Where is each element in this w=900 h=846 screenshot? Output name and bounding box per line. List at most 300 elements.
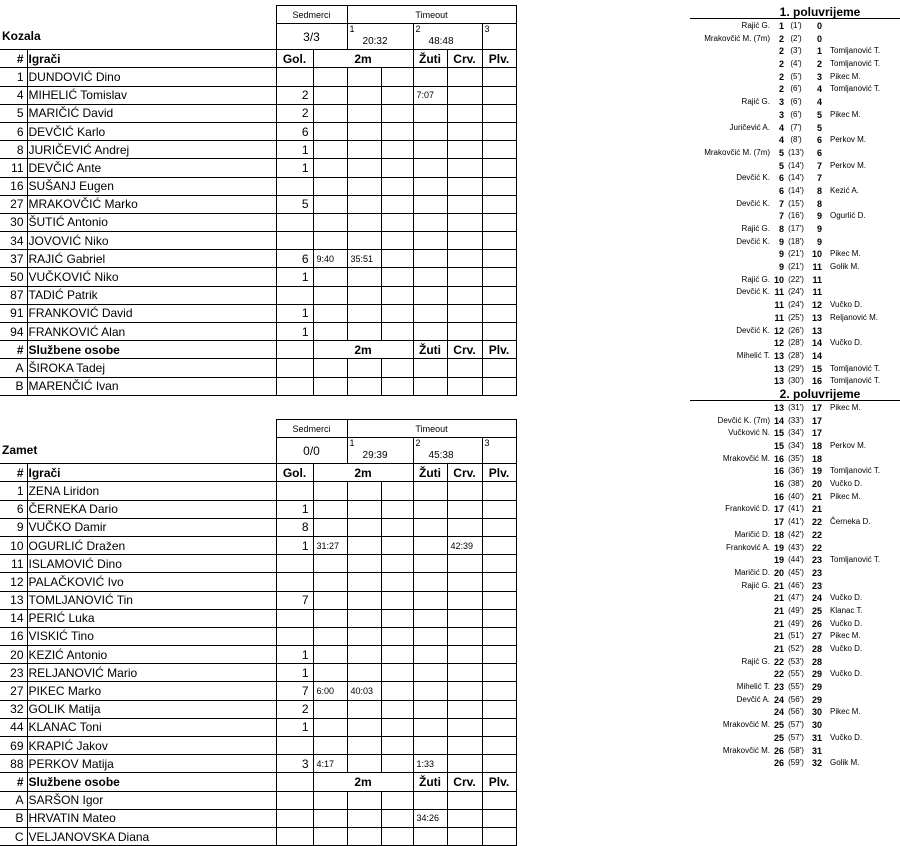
left-scorer: Mrakovčić M. bbox=[722, 720, 770, 730]
left-scorer: Devčić K. bbox=[736, 198, 770, 208]
player-2m-2 bbox=[347, 304, 381, 322]
left-score: 25 bbox=[773, 720, 784, 731]
event-row bbox=[690, 694, 900, 707]
player-2m-3 bbox=[381, 500, 413, 518]
player-2m-2 bbox=[347, 177, 381, 195]
player-yellow: 7:07 bbox=[413, 86, 447, 104]
right-score: 11 bbox=[812, 262, 822, 273]
player-2m-3 bbox=[381, 555, 413, 573]
event-row bbox=[690, 45, 900, 58]
right-score: 15 bbox=[811, 363, 822, 374]
player-row bbox=[0, 536, 516, 554]
player-red bbox=[447, 232, 482, 250]
player-goals: 1 bbox=[276, 268, 313, 286]
player-2m-2 bbox=[347, 737, 381, 755]
official-blank bbox=[276, 809, 313, 827]
right-scorer: Vučko D. bbox=[830, 669, 863, 679]
event-minute: (49') bbox=[788, 605, 804, 615]
right-score: 23 bbox=[811, 567, 822, 578]
player-2m-1: 31:27 bbox=[313, 536, 347, 554]
team-name: Kozala bbox=[2, 29, 41, 44]
player-row bbox=[0, 195, 516, 213]
player-blue bbox=[482, 68, 516, 86]
right-scorer: Tomljanović T. bbox=[830, 555, 881, 565]
official-yellow bbox=[413, 359, 447, 377]
half-1 bbox=[690, 6, 900, 388]
player-blue bbox=[482, 664, 516, 682]
official-row bbox=[0, 809, 516, 827]
event-minute: (35') bbox=[788, 453, 804, 463]
player-2m-2: 40:03 bbox=[347, 682, 381, 700]
left-score: 11 bbox=[774, 287, 784, 298]
player-blue bbox=[482, 718, 516, 736]
left-score: 4 bbox=[778, 122, 784, 133]
event-minute: (36') bbox=[788, 466, 804, 476]
player-row bbox=[0, 609, 516, 627]
left-score: 12 bbox=[773, 338, 784, 349]
official-name: MARENČIĆ Ivan bbox=[27, 377, 276, 395]
player-yellow bbox=[413, 737, 447, 755]
event-minute: (28') bbox=[788, 338, 804, 348]
player-red bbox=[447, 323, 482, 341]
player-2m-1 bbox=[313, 609, 347, 627]
player-goals bbox=[276, 213, 313, 231]
right-scorer: Ogurlić D. bbox=[830, 211, 866, 221]
player-row bbox=[0, 627, 516, 645]
right-score: 22 bbox=[811, 529, 822, 540]
right-score: 5 bbox=[816, 122, 822, 133]
players-header: # Igrači Gol. 2m Žuti Crv. Plv. bbox=[0, 464, 516, 482]
timeout-3: 3 bbox=[482, 24, 516, 50]
left-score: 13 bbox=[773, 363, 784, 374]
left-score: 2 bbox=[778, 71, 784, 82]
right-scorer: Pikec M. bbox=[830, 402, 861, 412]
player-2m-2 bbox=[347, 286, 381, 304]
player-2m-2 bbox=[347, 323, 381, 341]
official-red bbox=[447, 359, 482, 377]
left-score: 11 bbox=[774, 312, 784, 323]
player-red bbox=[447, 627, 482, 645]
event-row bbox=[690, 20, 900, 33]
player-red bbox=[447, 591, 482, 609]
player-row bbox=[0, 232, 516, 250]
left-score: 16 bbox=[773, 479, 784, 490]
official-blank bbox=[276, 359, 313, 377]
left-score: 22 bbox=[773, 669, 784, 680]
right-scorer: Pikec M. bbox=[830, 249, 861, 259]
event-row bbox=[690, 402, 900, 415]
player-2m-2: 35:51 bbox=[347, 250, 381, 268]
event-row bbox=[690, 33, 900, 46]
player-2m-3 bbox=[381, 737, 413, 755]
player-2m-2 bbox=[347, 232, 381, 250]
player-yellow bbox=[413, 122, 447, 140]
official-2m-3 bbox=[381, 809, 413, 827]
player-2m-3 bbox=[381, 518, 413, 536]
left-score: 13 bbox=[773, 350, 784, 361]
player-goals bbox=[276, 555, 313, 573]
player-name: PALAČKOVIĆ Ivo bbox=[27, 573, 276, 591]
player-number: 6 bbox=[0, 122, 27, 140]
left-score: 5 bbox=[778, 147, 784, 158]
sedmerci-label: Sedmerci bbox=[276, 6, 347, 24]
event-row bbox=[690, 325, 900, 338]
player-name: KRAPIĆ Jakov bbox=[27, 737, 276, 755]
right-scorer: Kezić A. bbox=[830, 185, 859, 195]
right-score: 29 bbox=[811, 682, 822, 693]
official-row bbox=[0, 827, 516, 845]
left-score: 17 bbox=[773, 504, 784, 515]
team-name: Zamet bbox=[2, 443, 38, 458]
player-blue bbox=[482, 682, 516, 700]
player-2m-2 bbox=[347, 159, 381, 177]
event-minute: (18') bbox=[788, 236, 804, 246]
player-red bbox=[447, 737, 482, 755]
right-score: 30 bbox=[811, 707, 822, 718]
left-score: 4 bbox=[778, 135, 784, 146]
right-score: 31 bbox=[811, 732, 822, 743]
player-row bbox=[0, 268, 516, 286]
official-yellow bbox=[413, 827, 447, 845]
left-score: 2 bbox=[778, 46, 784, 57]
event-row bbox=[690, 363, 900, 376]
player-2m-3 bbox=[381, 682, 413, 700]
left-score: 21 bbox=[773, 618, 784, 629]
left-scorer: Franković A. bbox=[725, 542, 770, 552]
event-minute: (28') bbox=[788, 350, 804, 360]
player-blue bbox=[482, 573, 516, 591]
event-row bbox=[690, 643, 900, 656]
event-minute: (17') bbox=[788, 224, 804, 233]
event-minute: (38') bbox=[788, 479, 804, 489]
player-name: KEZIĆ Antonio bbox=[27, 646, 276, 664]
event-minute: (55') bbox=[788, 682, 804, 692]
event-minute: (53') bbox=[788, 656, 804, 666]
player-blue bbox=[482, 177, 516, 195]
events-list bbox=[690, 402, 900, 770]
left-score: 17 bbox=[773, 517, 784, 528]
right-scorer: Pikec M. bbox=[830, 71, 861, 81]
half-2 bbox=[690, 388, 900, 770]
left-score: 1 bbox=[778, 21, 784, 31]
player-goals: 1 bbox=[276, 323, 313, 341]
player-2m-1: 9:40 bbox=[313, 250, 347, 268]
right-score: 4 bbox=[816, 84, 822, 95]
team-sheet-away bbox=[0, 419, 516, 846]
left-scorer: Franković D. bbox=[725, 504, 770, 514]
player-yellow bbox=[413, 700, 447, 718]
player-red bbox=[447, 86, 482, 104]
player-blue bbox=[482, 536, 516, 554]
official-blue bbox=[482, 827, 516, 845]
event-row bbox=[690, 147, 900, 160]
event-row bbox=[690, 465, 900, 478]
event-row bbox=[690, 681, 900, 694]
event-minute: (31') bbox=[788, 402, 804, 412]
left-score: 6 bbox=[778, 185, 784, 196]
event-minute: (55') bbox=[788, 669, 804, 679]
player-goals bbox=[276, 737, 313, 755]
official-2m-2 bbox=[347, 359, 381, 377]
event-row bbox=[690, 350, 900, 363]
player-number: 16 bbox=[0, 627, 27, 645]
event-row bbox=[690, 529, 900, 542]
player-number: 12 bbox=[0, 573, 27, 591]
player-name: VUČKOVIĆ Niko bbox=[27, 268, 276, 286]
player-row bbox=[0, 718, 516, 736]
right-score: 31 bbox=[811, 745, 822, 756]
official-name: ŠIROKA Tadej bbox=[27, 359, 276, 377]
event-row bbox=[690, 274, 900, 287]
left-scorer: Mrakovčić M. (7m) bbox=[704, 33, 770, 43]
right-score: 23 bbox=[811, 580, 822, 591]
player-goals: 2 bbox=[276, 86, 313, 104]
left-scorer: Rajić G. bbox=[741, 580, 770, 590]
player-row bbox=[0, 213, 516, 231]
event-row bbox=[690, 58, 900, 71]
player-row bbox=[0, 122, 516, 140]
player-2m-2 bbox=[347, 627, 381, 645]
player-2m-3 bbox=[381, 664, 413, 682]
player-2m-3 bbox=[381, 104, 413, 122]
event-minute: (16') bbox=[788, 211, 804, 221]
player-2m-1 bbox=[313, 555, 347, 573]
right-score: 28 bbox=[811, 656, 822, 667]
event-minute: (57') bbox=[788, 732, 804, 742]
player-number: 32 bbox=[0, 700, 27, 718]
left-scorer: Mrakovčić M. (7m) bbox=[704, 147, 770, 157]
event-minute: (46') bbox=[788, 580, 804, 590]
official-letter: B bbox=[0, 809, 27, 827]
player-number: 23 bbox=[0, 664, 27, 682]
official-name: SARŠON Igor bbox=[27, 791, 276, 809]
player-name: TADIĆ Patrik bbox=[27, 286, 276, 304]
player-2m-1 bbox=[313, 482, 347, 500]
half-title: 2. poluvrijeme bbox=[779, 386, 861, 401]
left-score: 21 bbox=[773, 593, 784, 604]
player-row bbox=[0, 159, 516, 177]
timeout-3: 3 bbox=[482, 438, 516, 464]
player-blue bbox=[482, 737, 516, 755]
player-yellow bbox=[413, 268, 447, 286]
player-row bbox=[0, 755, 516, 773]
event-minute: (58') bbox=[788, 745, 804, 755]
player-blue bbox=[482, 286, 516, 304]
player-row bbox=[0, 573, 516, 591]
player-goals: 1 bbox=[276, 718, 313, 736]
event-row bbox=[690, 83, 900, 96]
event-minute: (14') bbox=[788, 160, 804, 170]
player-red bbox=[447, 555, 482, 573]
player-2m-2 bbox=[347, 195, 381, 213]
player-number: 4 bbox=[0, 86, 27, 104]
event-row bbox=[690, 478, 900, 491]
event-minute: (47') bbox=[788, 593, 804, 603]
player-2m-2 bbox=[347, 122, 381, 140]
left-scorer: Maričić D. bbox=[734, 529, 770, 539]
event-row bbox=[690, 299, 900, 312]
left-scorer: Rajić G. bbox=[741, 21, 770, 30]
player-name: VUČKO Damir bbox=[27, 518, 276, 536]
left-scorer: Rajić G. bbox=[741, 274, 770, 284]
event-row bbox=[690, 757, 900, 770]
official-2m-2 bbox=[347, 827, 381, 845]
player-row bbox=[0, 664, 516, 682]
player-name: KLANAC Toni bbox=[27, 718, 276, 736]
player-goals: 7 bbox=[276, 591, 313, 609]
player-red bbox=[447, 304, 482, 322]
right-score: 13 bbox=[811, 325, 822, 336]
player-number: 69 bbox=[0, 737, 27, 755]
official-name: HRVATIN Mateo bbox=[27, 809, 276, 827]
player-red bbox=[447, 573, 482, 591]
official-letter: C bbox=[0, 827, 27, 845]
player-name: PERIĆ Luka bbox=[27, 609, 276, 627]
event-row bbox=[690, 630, 900, 643]
official-blue bbox=[482, 359, 516, 377]
event-minute: (3') bbox=[790, 46, 802, 56]
official-2m-3 bbox=[381, 827, 413, 845]
player-2m-1 bbox=[313, 737, 347, 755]
event-row bbox=[690, 71, 900, 84]
player-row bbox=[0, 682, 516, 700]
player-goals: 5 bbox=[276, 195, 313, 213]
left-score: 19 bbox=[773, 555, 784, 566]
player-name: FRANKOVIĆ David bbox=[27, 304, 276, 322]
player-yellow bbox=[413, 646, 447, 664]
officials-header: # Službene osobe 2m Žuti Crv. Plv. bbox=[0, 341, 516, 359]
player-goals bbox=[276, 482, 313, 500]
left-score: 21 bbox=[773, 631, 784, 642]
event-minute: (49') bbox=[788, 618, 804, 628]
player-goals: 2 bbox=[276, 700, 313, 718]
right-score: 7 bbox=[816, 173, 822, 184]
event-minute: (6') bbox=[790, 84, 802, 94]
right-score: 14 bbox=[811, 350, 822, 361]
player-blue bbox=[482, 755, 516, 773]
left-scorer: Devčić K. bbox=[736, 325, 770, 335]
left-score: 16 bbox=[773, 491, 784, 502]
player-2m-3 bbox=[381, 177, 413, 195]
left-scorer: Vučković N. bbox=[728, 428, 770, 438]
player-goals: 2 bbox=[276, 104, 313, 122]
player-yellow bbox=[413, 682, 447, 700]
player-red bbox=[447, 177, 482, 195]
event-minute: (24') bbox=[788, 287, 804, 297]
player-yellow: 1:33 bbox=[413, 755, 447, 773]
left-score: 20 bbox=[773, 567, 784, 578]
event-row bbox=[690, 427, 900, 440]
right-scorer: Pikec M. bbox=[830, 631, 861, 641]
player-number: 88 bbox=[0, 755, 27, 773]
player-number: 16 bbox=[0, 177, 27, 195]
player-goals: 3 bbox=[276, 755, 313, 773]
event-minute: (13') bbox=[788, 147, 804, 157]
event-minute: (14') bbox=[788, 185, 804, 195]
player-red bbox=[447, 518, 482, 536]
right-scorer: Pikec M. bbox=[830, 491, 861, 501]
player-name: MARIČIĆ David bbox=[27, 104, 276, 122]
right-score: 29 bbox=[811, 669, 822, 680]
player-yellow bbox=[413, 68, 447, 86]
player-number: 30 bbox=[0, 213, 27, 231]
player-2m-3 bbox=[381, 304, 413, 322]
player-2m-2 bbox=[347, 268, 381, 286]
event-minute: (26') bbox=[788, 325, 804, 335]
official-blank bbox=[276, 377, 313, 395]
player-row bbox=[0, 286, 516, 304]
right-score: 27 bbox=[811, 631, 822, 642]
player-goals: 1 bbox=[276, 536, 313, 554]
right-score: 26 bbox=[811, 618, 822, 629]
right-score: 12 bbox=[811, 300, 822, 311]
event-row bbox=[690, 656, 900, 669]
player-name: VISKIĆ Tino bbox=[27, 627, 276, 645]
player-2m-1 bbox=[313, 323, 347, 341]
player-yellow bbox=[413, 177, 447, 195]
player-name: OGURLIĆ Dražen bbox=[27, 536, 276, 554]
player-red bbox=[447, 755, 482, 773]
team-table bbox=[0, 419, 517, 846]
event-minute: (1') bbox=[790, 21, 802, 30]
player-blue bbox=[482, 700, 516, 718]
player-2m-1 bbox=[313, 122, 347, 140]
event-minute: (51') bbox=[788, 631, 804, 641]
left-score: 24 bbox=[773, 694, 784, 705]
timeout-1: 1 29:39 bbox=[347, 438, 413, 464]
left-scorer: Mrakovčić M. bbox=[722, 453, 770, 463]
player-yellow bbox=[413, 232, 447, 250]
event-minute: (4') bbox=[790, 59, 802, 69]
player-red bbox=[447, 482, 482, 500]
event-minute: (29') bbox=[788, 363, 804, 373]
left-score: 2 bbox=[778, 59, 784, 70]
player-2m-3 bbox=[381, 268, 413, 286]
official-row bbox=[0, 791, 516, 809]
sedmerci-value: 3/3 bbox=[276, 24, 347, 50]
right-score: 4 bbox=[816, 97, 822, 108]
left-score: 8 bbox=[778, 224, 784, 234]
player-row bbox=[0, 482, 516, 500]
player-row bbox=[0, 646, 516, 664]
official-yellow bbox=[413, 791, 447, 809]
right-score: 18 bbox=[811, 453, 822, 464]
player-goals: 1 bbox=[276, 646, 313, 664]
player-number: 94 bbox=[0, 323, 27, 341]
player-2m-3 bbox=[381, 755, 413, 773]
right-score: 8 bbox=[816, 198, 822, 209]
player-2m-3 bbox=[381, 250, 413, 268]
player-2m-3 bbox=[381, 68, 413, 86]
event-minute: (34') bbox=[788, 441, 804, 450]
left-scorer: Devčić K. bbox=[736, 287, 770, 297]
player-2m-3 bbox=[381, 122, 413, 140]
official-blue bbox=[482, 377, 516, 395]
left-score: 19 bbox=[773, 542, 784, 553]
player-row bbox=[0, 700, 516, 718]
player-yellow bbox=[413, 627, 447, 645]
player-red bbox=[447, 682, 482, 700]
player-2m-2 bbox=[347, 573, 381, 591]
player-yellow bbox=[413, 664, 447, 682]
player-name: RAJIĆ Gabriel bbox=[27, 250, 276, 268]
player-2m-1 bbox=[313, 627, 347, 645]
player-yellow bbox=[413, 609, 447, 627]
event-row bbox=[690, 160, 900, 173]
event-row bbox=[690, 668, 900, 681]
event-row bbox=[690, 198, 900, 211]
player-2m-1 bbox=[313, 177, 347, 195]
